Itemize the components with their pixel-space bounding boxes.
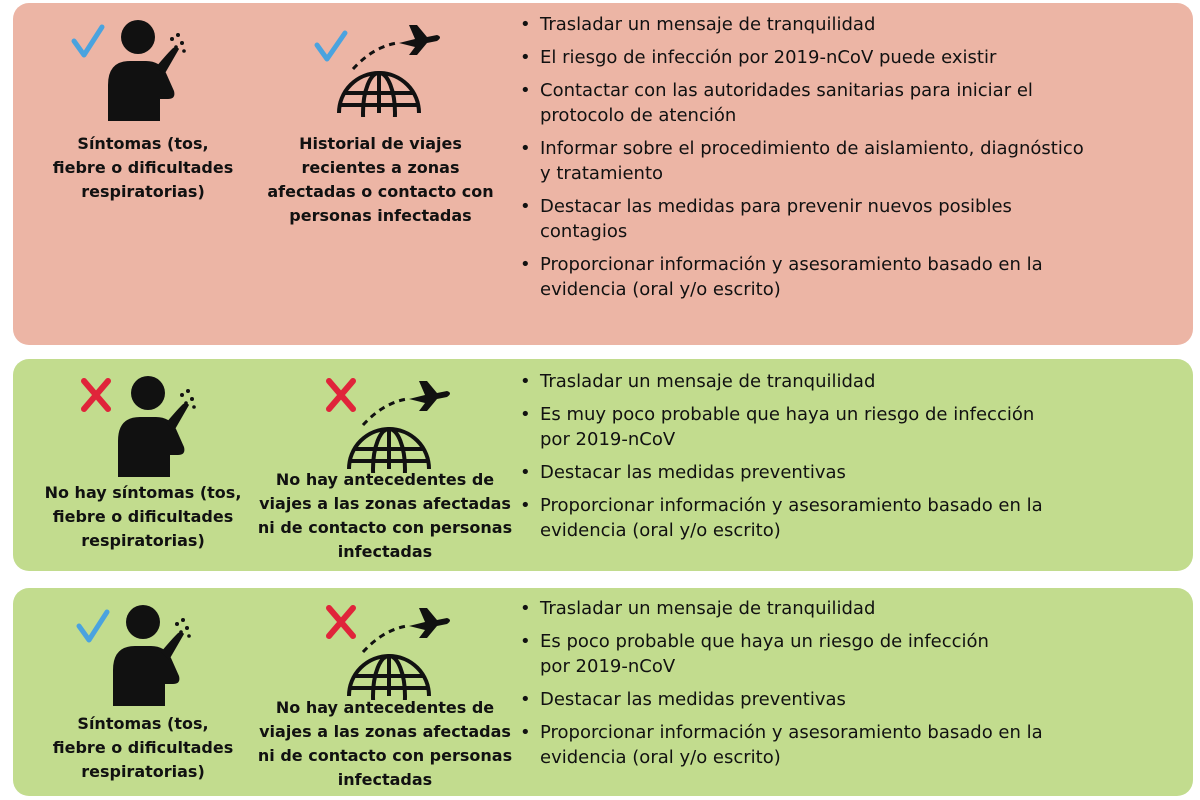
check-icon bbox=[317, 33, 345, 59]
travel-caption bbox=[253, 132, 508, 228]
list-item bbox=[518, 369, 1043, 394]
scenario-panel-symptoms-and-travel bbox=[13, 3, 1193, 345]
list-item-text: • El riesgo de infección por 2019-nCoV puede existir bbox=[540, 47, 997, 68]
list-item bbox=[518, 45, 1084, 70]
list-item-text: protocolo de atención bbox=[540, 105, 737, 126]
list-item-text: por 2019-nCoV bbox=[540, 656, 676, 677]
globe-airplane-icon bbox=[313, 17, 443, 117]
list-item bbox=[518, 629, 1043, 679]
caption-line: viajes a las zonas afectadas bbox=[259, 494, 511, 513]
symptoms-caption bbox=[33, 132, 253, 204]
caption-line: respiratorias) bbox=[81, 531, 205, 550]
caption-line: respiratorias) bbox=[81, 182, 205, 201]
caption-line: recientes a zonas bbox=[301, 158, 460, 177]
list-item bbox=[518, 687, 1043, 712]
list-item-text: • Destacar las medidas preventivas bbox=[540, 689, 846, 710]
caption-line: respiratorias) bbox=[81, 762, 205, 781]
list-item-text: • Proporcionar información y asesoramiento basado en la bbox=[540, 722, 1043, 743]
caption-line: No hay antecedentes de bbox=[275, 698, 495, 717]
caption-line: fiebre o dificultades bbox=[52, 158, 234, 177]
caption-line: No hay síntomas (tos, bbox=[44, 483, 242, 502]
caption-line: fiebre o dificultades bbox=[52, 507, 234, 526]
action-list bbox=[518, 12, 1084, 310]
action-list bbox=[518, 369, 1043, 551]
list-item-text: evidencia (oral y/o escrito) bbox=[540, 279, 781, 300]
list-item-text: • Trasladar un mensaje de tranquilidad bbox=[540, 371, 876, 392]
coughing-person-icon bbox=[73, 600, 193, 710]
list-item-text: • Destacar las medidas preventivas bbox=[540, 462, 846, 483]
caption-line: Síntomas (tos, bbox=[77, 134, 209, 153]
caption-line: Historial de viajes bbox=[299, 134, 462, 153]
action-list bbox=[518, 596, 1043, 778]
list-item-text: contagios bbox=[540, 221, 628, 242]
list-item bbox=[518, 252, 1084, 302]
list-item-text: evidencia (oral y/o escrito) bbox=[540, 520, 781, 541]
list-item bbox=[518, 596, 1043, 621]
caption-line: personas infectadas bbox=[289, 206, 472, 225]
list-item-text: • Es muy poco probable que haya un riesgo de infección bbox=[540, 404, 1035, 425]
list-item-text: • Es poco probable que haya un riesgo de infección bbox=[540, 631, 989, 652]
caption-line: fiebre o dificultades bbox=[52, 738, 234, 757]
check-icon bbox=[74, 27, 102, 55]
travel-caption bbox=[245, 696, 525, 792]
list-item-text: • Informar sobre el procedimiento de aislamiento, diagnóstico bbox=[540, 138, 1084, 159]
coughing-person-icon bbox=[78, 371, 198, 481]
list-item bbox=[518, 720, 1043, 770]
list-item bbox=[518, 12, 1084, 37]
caption-line: No hay antecedentes de bbox=[275, 470, 495, 489]
globe-airplane-icon bbox=[323, 373, 453, 473]
list-item-text: • Trasladar un mensaje de tranquilidad bbox=[540, 14, 876, 35]
globe-airplane-icon bbox=[323, 600, 453, 700]
cross-icon bbox=[84, 381, 108, 409]
symptoms-caption bbox=[27, 481, 259, 553]
list-item-text: y tratamiento bbox=[540, 163, 664, 184]
list-item bbox=[518, 493, 1043, 543]
list-item-text: • Trasladar un mensaje de tranquilidad bbox=[540, 598, 876, 619]
cross-icon bbox=[329, 608, 353, 636]
list-item-text: • Proporcionar información y asesoramiento basado en la bbox=[540, 495, 1043, 516]
symptoms-caption bbox=[33, 712, 253, 784]
list-item bbox=[518, 78, 1084, 128]
check-icon bbox=[79, 612, 107, 640]
scenario-panel-no-symptoms-no-travel bbox=[13, 359, 1193, 571]
list-item-text: • Proporcionar información y asesoramiento basado en la bbox=[540, 254, 1043, 275]
scenario-panel-symptoms-no-travel bbox=[13, 588, 1193, 796]
travel-caption bbox=[245, 468, 525, 564]
caption-line: ni de contacto con personas bbox=[257, 746, 513, 765]
list-item bbox=[518, 402, 1043, 452]
list-item-text: por 2019-nCoV bbox=[540, 429, 676, 450]
list-item bbox=[518, 460, 1043, 485]
list-item bbox=[518, 136, 1084, 186]
caption-line: afectadas o contacto con bbox=[267, 182, 494, 201]
list-item bbox=[518, 194, 1084, 244]
caption-line: ni de contacto con personas bbox=[257, 518, 513, 537]
caption-line: infectadas bbox=[337, 542, 433, 561]
caption-line: infectadas bbox=[337, 770, 433, 789]
list-item-text: • Contactar con las autoridades sanitarias para iniciar el bbox=[540, 80, 1033, 101]
cross-icon bbox=[329, 381, 353, 409]
list-item-text: • Destacar las medidas para prevenir nuevos posibles bbox=[540, 196, 1012, 217]
caption-line: Síntomas (tos, bbox=[77, 714, 209, 733]
list-item-text: evidencia (oral y/o escrito) bbox=[540, 747, 781, 768]
coughing-person-icon bbox=[68, 15, 188, 125]
caption-line: viajes a las zonas afectadas bbox=[259, 722, 511, 741]
